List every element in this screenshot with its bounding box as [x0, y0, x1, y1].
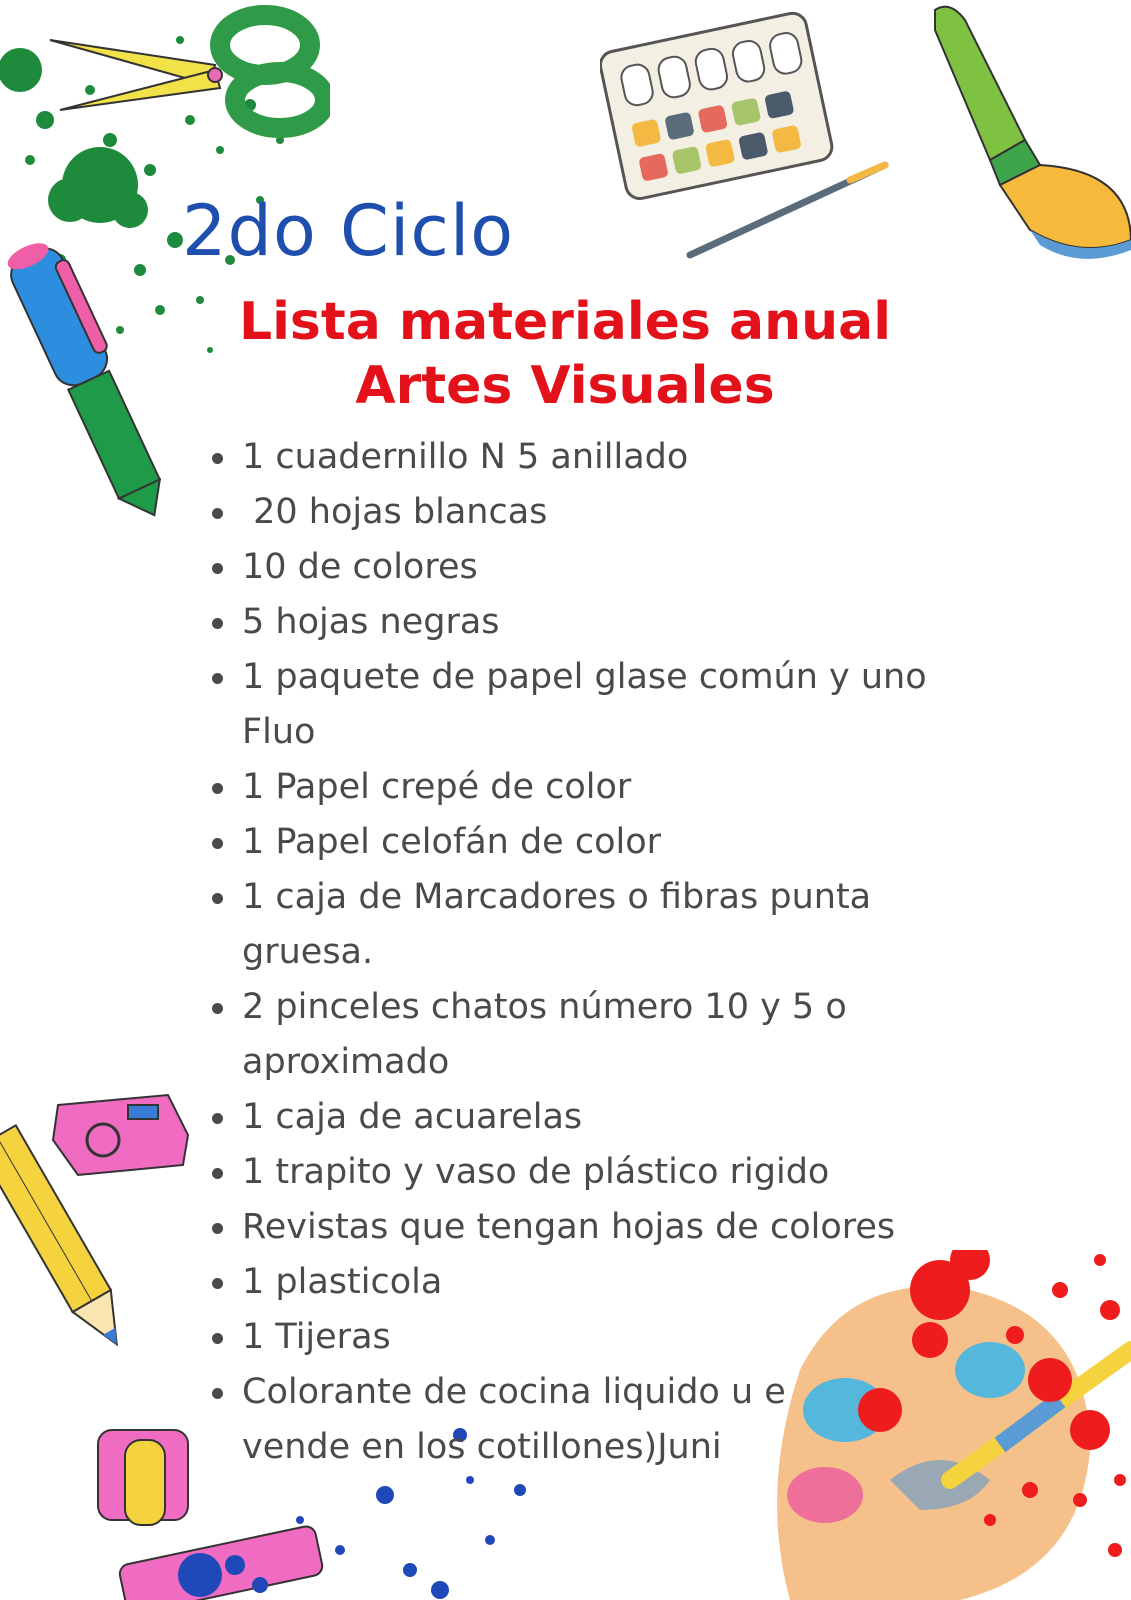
pen-icon: [0, 225, 200, 535]
cycle-heading: 2do Ciclo: [182, 190, 515, 272]
list-item: 1 Papel celofán de color: [206, 815, 986, 870]
page-title: [230, 290, 900, 418]
list-item: 1 paquete de papel glase común y uno Fluo: [206, 650, 942, 760]
list-item: Colorante de cocina liquido u e vende en los cotillones)Juni: [206, 1365, 802, 1475]
list-item: 20 hojas blancas: [206, 485, 986, 540]
list-item: 1 trapito y vaso de plástico rigido: [206, 1145, 986, 1200]
list-item: 1 plasticola: [206, 1255, 986, 1310]
list-item: 2 pinceles chatos número 10 y 5 o aproximado: [206, 980, 882, 1090]
scissors-icon: [40, 0, 330, 150]
paint-brush-icon: [930, 0, 1131, 270]
list-item: 1 caja de Marcadores o fibras punta gruesa.: [206, 870, 902, 980]
materials-list: [206, 430, 986, 1475]
list-item: 1 Papel crepé de color: [206, 760, 986, 815]
list-item: 10 de colores: [206, 540, 986, 595]
pencil-icon: [0, 1120, 130, 1380]
list-item: 1 caja de acuarelas: [206, 1090, 986, 1145]
title-line-1: Lista materiales anual: [238, 292, 892, 352]
watercolor-palette-icon: [600, 0, 900, 270]
list-item: 1 Tijeras: [206, 1310, 986, 1365]
title-line-2: Artes Visuales: [355, 356, 775, 416]
list-item: Revistas que tengan hojas de colores: [206, 1200, 986, 1255]
list-item: 1 cuadernillo N 5 anillado: [206, 430, 986, 485]
list-item: 5 hojas negras: [206, 595, 986, 650]
